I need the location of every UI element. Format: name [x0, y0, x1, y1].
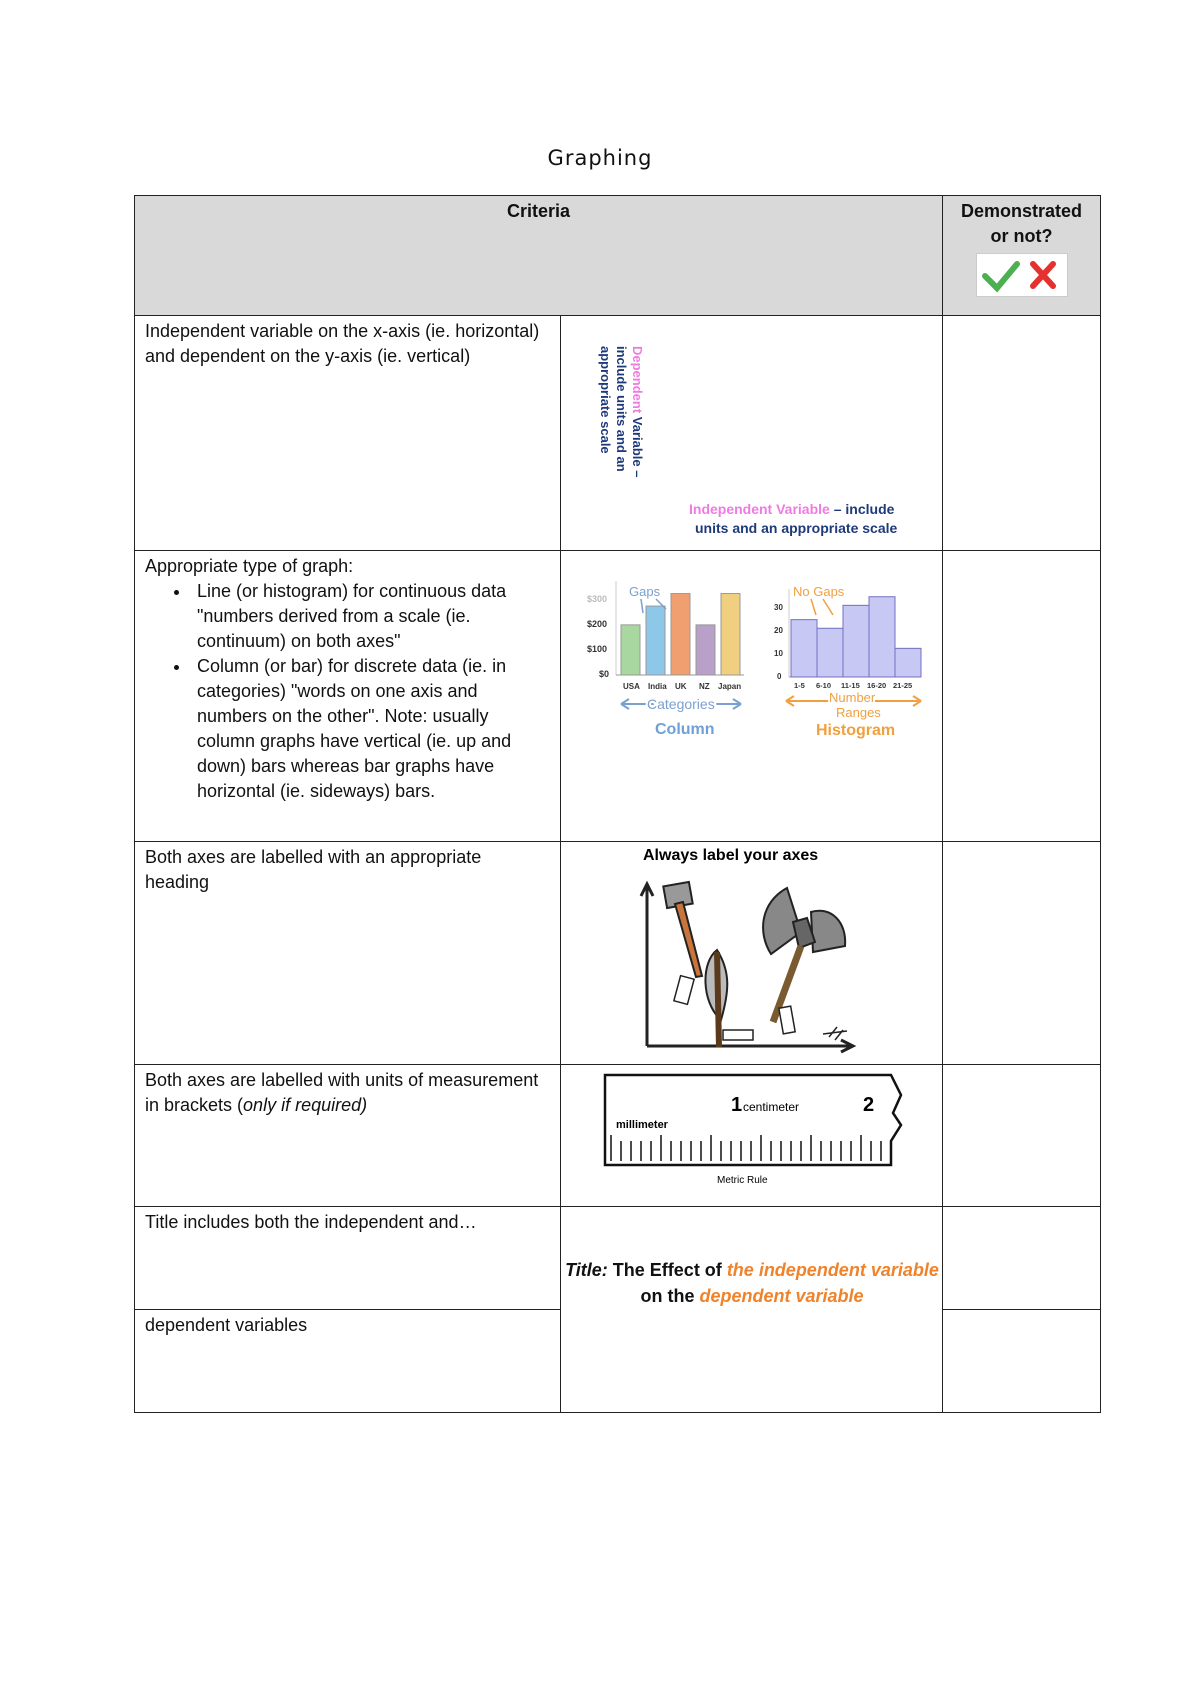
demonstrated-header — [943, 196, 1101, 316]
hist-tick: 30 — [774, 603, 783, 612]
graph-type-image-cell — [561, 551, 943, 842]
hist-bin: 1-5 — [794, 681, 805, 690]
histogram-bar — [817, 628, 843, 677]
ruler-centimeter: centimeter — [743, 1100, 800, 1114]
demonstrated-cell[interactable] — [943, 551, 1101, 842]
ruler-caption: Metric Rule — [717, 1175, 768, 1186]
ranges-label: Ranges — [836, 705, 881, 720]
demonstrated-cell[interactable] — [943, 842, 1101, 1065]
ruler-image-cell — [561, 1065, 943, 1207]
col-tick: $300 — [587, 594, 608, 604]
axes-image-cell — [561, 316, 943, 551]
ruler-2: 2 — [863, 1094, 875, 1116]
col-cat: UK — [675, 682, 687, 691]
ruler-1: 1 — [731, 1094, 743, 1116]
col-tick: $0 — [599, 669, 610, 679]
hist-bin: 11-15 — [841, 681, 860, 690]
ind-var-a: Independent Variable — [689, 501, 830, 517]
no-gaps-label: No Gaps — [793, 584, 845, 599]
col-cat: NZ — [699, 682, 710, 691]
demonstrated-cell[interactable] — [943, 1065, 1101, 1207]
title-part2: on the — [640, 1286, 700, 1306]
criteria-table — [134, 195, 1101, 1413]
column-bar — [671, 594, 690, 675]
column-bar — [696, 625, 715, 675]
dep-var-a: Dependent — [630, 346, 645, 414]
always-label-title: Always label your axes — [643, 847, 819, 864]
bullet-column: • Column (or bar) for discrete data (ie. in categories) "words on one axis and numbers on the other". Note: usually column graphs have vertical (ie. up and down) bars whereas bar graphs have horizontal (ie. sideways) bars. — [191, 654, 550, 804]
hist-bin: 16-20 — [867, 681, 887, 690]
page-title: Graphing — [547, 146, 653, 170]
criteria-header: Criteria — [135, 196, 943, 316]
criteria-text: dependent variables — [135, 1310, 561, 1413]
demonstrated-cell[interactable] — [943, 1310, 1101, 1413]
always-label-axes-illustration — [561, 842, 943, 1057]
gaps-label: Gaps — [629, 584, 661, 599]
ind-var-b: – include — [829, 501, 895, 517]
demonstrated-cell[interactable] — [943, 316, 1101, 551]
graph-type-intro: Appropriate type of graph: — [145, 556, 354, 576]
demonstrated-cell[interactable] — [943, 1207, 1101, 1310]
units-text-italic: only if required) — [243, 1095, 368, 1115]
column-bar — [646, 606, 665, 675]
dep-var-c: include units and an — [614, 346, 629, 472]
title-label: Title: — [565, 1260, 608, 1280]
units-text: Both axes are labelled with units of measurement in brackets ( — [145, 1070, 539, 1115]
criteria-row — [135, 1207, 1101, 1310]
histogram-bar — [869, 597, 895, 677]
ruler-millimeter: millimeter — [616, 1119, 668, 1131]
svg-text:Dependent Variable – — [630, 346, 645, 478]
col-tick: $200 — [587, 619, 608, 629]
hist-tick: 10 — [774, 649, 783, 658]
check-cross-icon — [976, 253, 1068, 297]
hist-bin: 21-25 — [893, 681, 913, 690]
hist-bin: 6-10 — [816, 681, 832, 690]
dep-var-d: appropriate scale — [598, 346, 613, 454]
axe-icon — [705, 950, 753, 1047]
hammer-icon — [663, 882, 702, 1004]
criteria-row — [135, 842, 1101, 1065]
title-dependent: dependent variable — [699, 1286, 864, 1306]
metric-ruler-illustration — [561, 1065, 943, 1199]
categories-label: Categories — [647, 696, 715, 712]
criteria-text-graph-type — [135, 551, 561, 842]
criteria-text: Independent variable on the x-axis (ie. horizontal) and dependent on the y-axis (ie. vertical) — [135, 316, 561, 551]
column-label: Column — [655, 721, 715, 738]
title-example — [561, 1257, 943, 1309]
column-bar — [721, 594, 740, 675]
column-vs-histogram-chart — [561, 551, 943, 834]
col-cat: USA — [623, 682, 640, 691]
histogram-bar — [791, 620, 817, 677]
col-cat: India — [648, 682, 667, 691]
criteria-text: Title includes both the independent and… — [135, 1207, 561, 1310]
col-tick: $100 — [587, 644, 608, 654]
battle-axe-icon — [763, 888, 845, 1034]
demonstrated-label: Demonstrated or not? — [960, 201, 1083, 246]
bullet-line: • Line (or histogram) for continuous data "numbers derived from a scale (ie. continuum) on both axes" — [191, 579, 550, 654]
header-row — [135, 196, 1101, 316]
title-part1: The Effect of — [607, 1260, 727, 1280]
title-example-cell — [561, 1207, 943, 1413]
criteria-row — [135, 1065, 1101, 1207]
ind-var-c: units and an appropriate scale — [695, 520, 898, 536]
label-axes-image-cell — [561, 842, 943, 1065]
criteria-row — [135, 551, 1101, 842]
histogram-bar — [843, 605, 869, 677]
criteria-text: Both axes are labelled with an appropriate heading — [135, 842, 561, 1065]
axes-label-illustration — [561, 316, 943, 543]
hist-tick: 0 — [777, 672, 782, 681]
criteria-row — [135, 316, 1101, 551]
title-independent: the independent variable — [726, 1260, 939, 1280]
number-label: Number — [829, 690, 876, 705]
svg-text:Independent Variable – include — [689, 501, 895, 517]
histogram-bar — [895, 648, 921, 677]
criteria-text — [135, 1065, 561, 1207]
hist-tick: 20 — [774, 626, 783, 635]
histogram-label: Histogram — [816, 722, 896, 739]
column-bar — [621, 625, 640, 675]
col-cat: Japan — [718, 682, 742, 691]
dep-var-b: Variable – — [630, 413, 645, 478]
